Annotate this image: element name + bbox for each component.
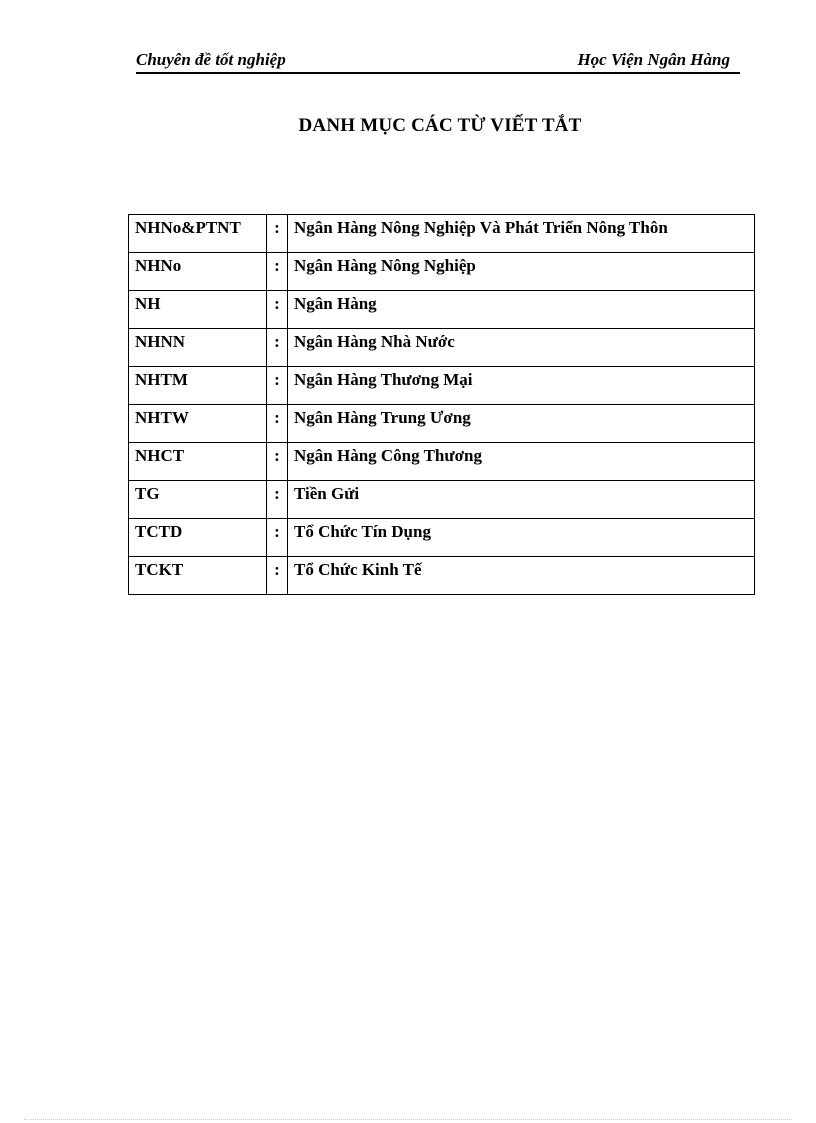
meaning-cell: Ngân Hàng Nhà Nước [288,329,755,367]
separator-cell: : [267,557,288,595]
separator-cell: : [267,481,288,519]
meaning-cell: Ngân Hàng Trung Ương [288,405,755,443]
page-title: DANH MỤC CÁC TỪ VIẾT TẮT [298,115,582,136]
meaning-cell: Ngân Hàng Công Thương [288,443,755,481]
meaning-cell: Tổ Chức Tín Dụng [288,519,755,557]
header-left-text: Chuyên đề tốt nghiệp [136,50,286,69]
abbr-cell: NH [129,291,267,329]
table-row [129,253,755,291]
header-right-text: Học Viện Ngân Hàng [577,50,730,69]
separator-cell: : [267,329,288,367]
separator-cell: : [267,215,288,253]
abbr-cell: NHTW [129,405,267,443]
abbr-cell: NHNo&PTNT [129,215,267,253]
separator-cell: : [267,367,288,405]
abbr-cell: NHNN [129,329,267,367]
meaning-cell: Tổ Chức Kinh Tế [288,557,755,595]
table-row [129,481,755,519]
abbr-cell: NHTM [129,367,267,405]
separator-cell: : [267,291,288,329]
separator-cell: : [267,443,288,481]
table-row [129,329,755,367]
separator-cell: : [267,253,288,291]
meaning-cell: Ngân Hàng Nông Nghiệp Và Phát Triển Nông Thôn [288,215,755,253]
meaning-cell: Tiền Gửi [288,481,755,519]
separator-cell: : [267,405,288,443]
page-bottom-divider [24,1119,792,1120]
meaning-cell: Ngân Hàng Nông Nghiệp [288,253,755,291]
abbr-cell: NHCT [129,443,267,481]
table-row [129,557,755,595]
meaning-cell: Ngân Hàng Thương Mại [288,367,755,405]
table-row [129,367,755,405]
abbreviation-table [128,214,755,595]
table-row [129,405,755,443]
abbr-cell: TCKT [129,557,267,595]
table-row [129,215,755,253]
abbr-cell: TCTD [129,519,267,557]
page-header [136,50,740,74]
separator-cell: : [267,519,288,557]
meaning-cell: Ngân Hàng [288,291,755,329]
abbr-cell: TG [129,481,267,519]
abbr-cell: NHNo [129,253,267,291]
table-row [129,291,755,329]
table-row [129,519,755,557]
table-row [129,443,755,481]
